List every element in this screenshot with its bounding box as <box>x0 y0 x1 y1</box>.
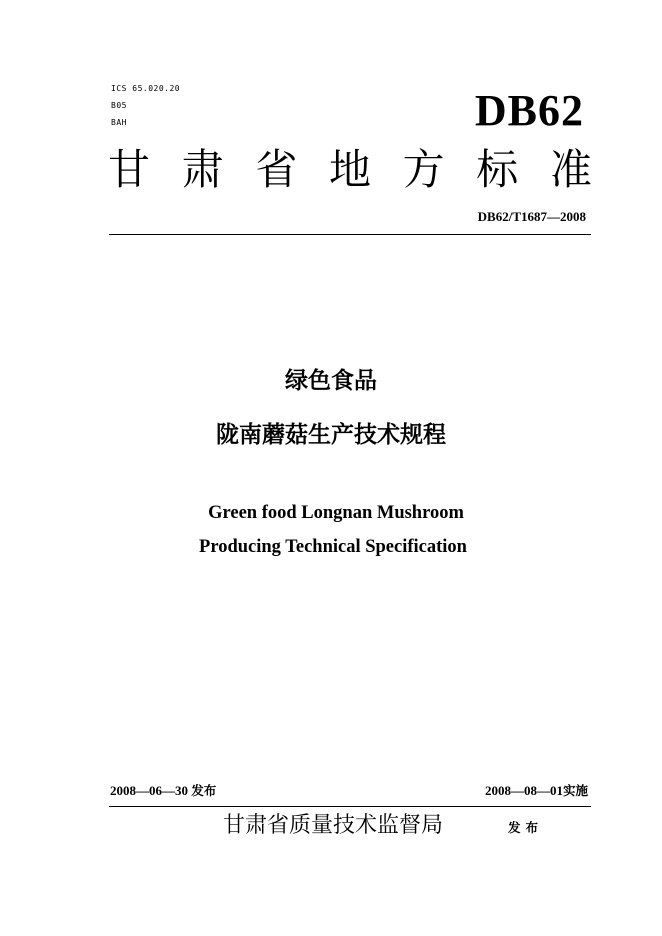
standard-type-char: 准 <box>549 145 592 194</box>
ccs-code: B05 <box>111 101 127 110</box>
ics-code: ICS 65.020.20 <box>111 84 181 93</box>
standard-type-char: 标 <box>476 145 519 194</box>
implement-date <box>485 781 588 799</box>
header-divider <box>109 234 591 235</box>
implement-date-suffix: 实施 <box>562 783 588 798</box>
standard-type-heading <box>108 142 592 198</box>
issue-date-value: 2008—06—30 <box>110 783 188 798</box>
issue-date <box>110 781 216 799</box>
standard-type-char: 甘 <box>108 145 151 194</box>
issue-date-suffix: 发布 <box>191 783 217 798</box>
title-cn-line1: 绿色食品 <box>285 368 377 394</box>
issue-label: 发布 <box>508 820 544 835</box>
title-en-line2: Producing Technical Specification <box>199 537 467 557</box>
title-en-line1: Green food Longnan Mushroom <box>208 503 464 523</box>
standard-type-char: 省 <box>255 145 298 194</box>
standard-number: DB62/T1687—2008 <box>477 209 586 224</box>
footer-divider <box>109 806 591 807</box>
record-code: BAH <box>111 118 127 127</box>
standard-type-char: 地 <box>328 145 371 194</box>
standard-type-char: 肃 <box>181 145 224 194</box>
issuer-name: 甘肃省质量技术监督局 <box>223 813 444 838</box>
implement-date-value: 2008—08—01 <box>484 783 563 798</box>
title-cn-line2: 陇南蘑菇生产技术规程 <box>216 422 446 448</box>
db-logo: DB62 <box>474 86 584 135</box>
standard-type-char: 方 <box>402 145 445 194</box>
